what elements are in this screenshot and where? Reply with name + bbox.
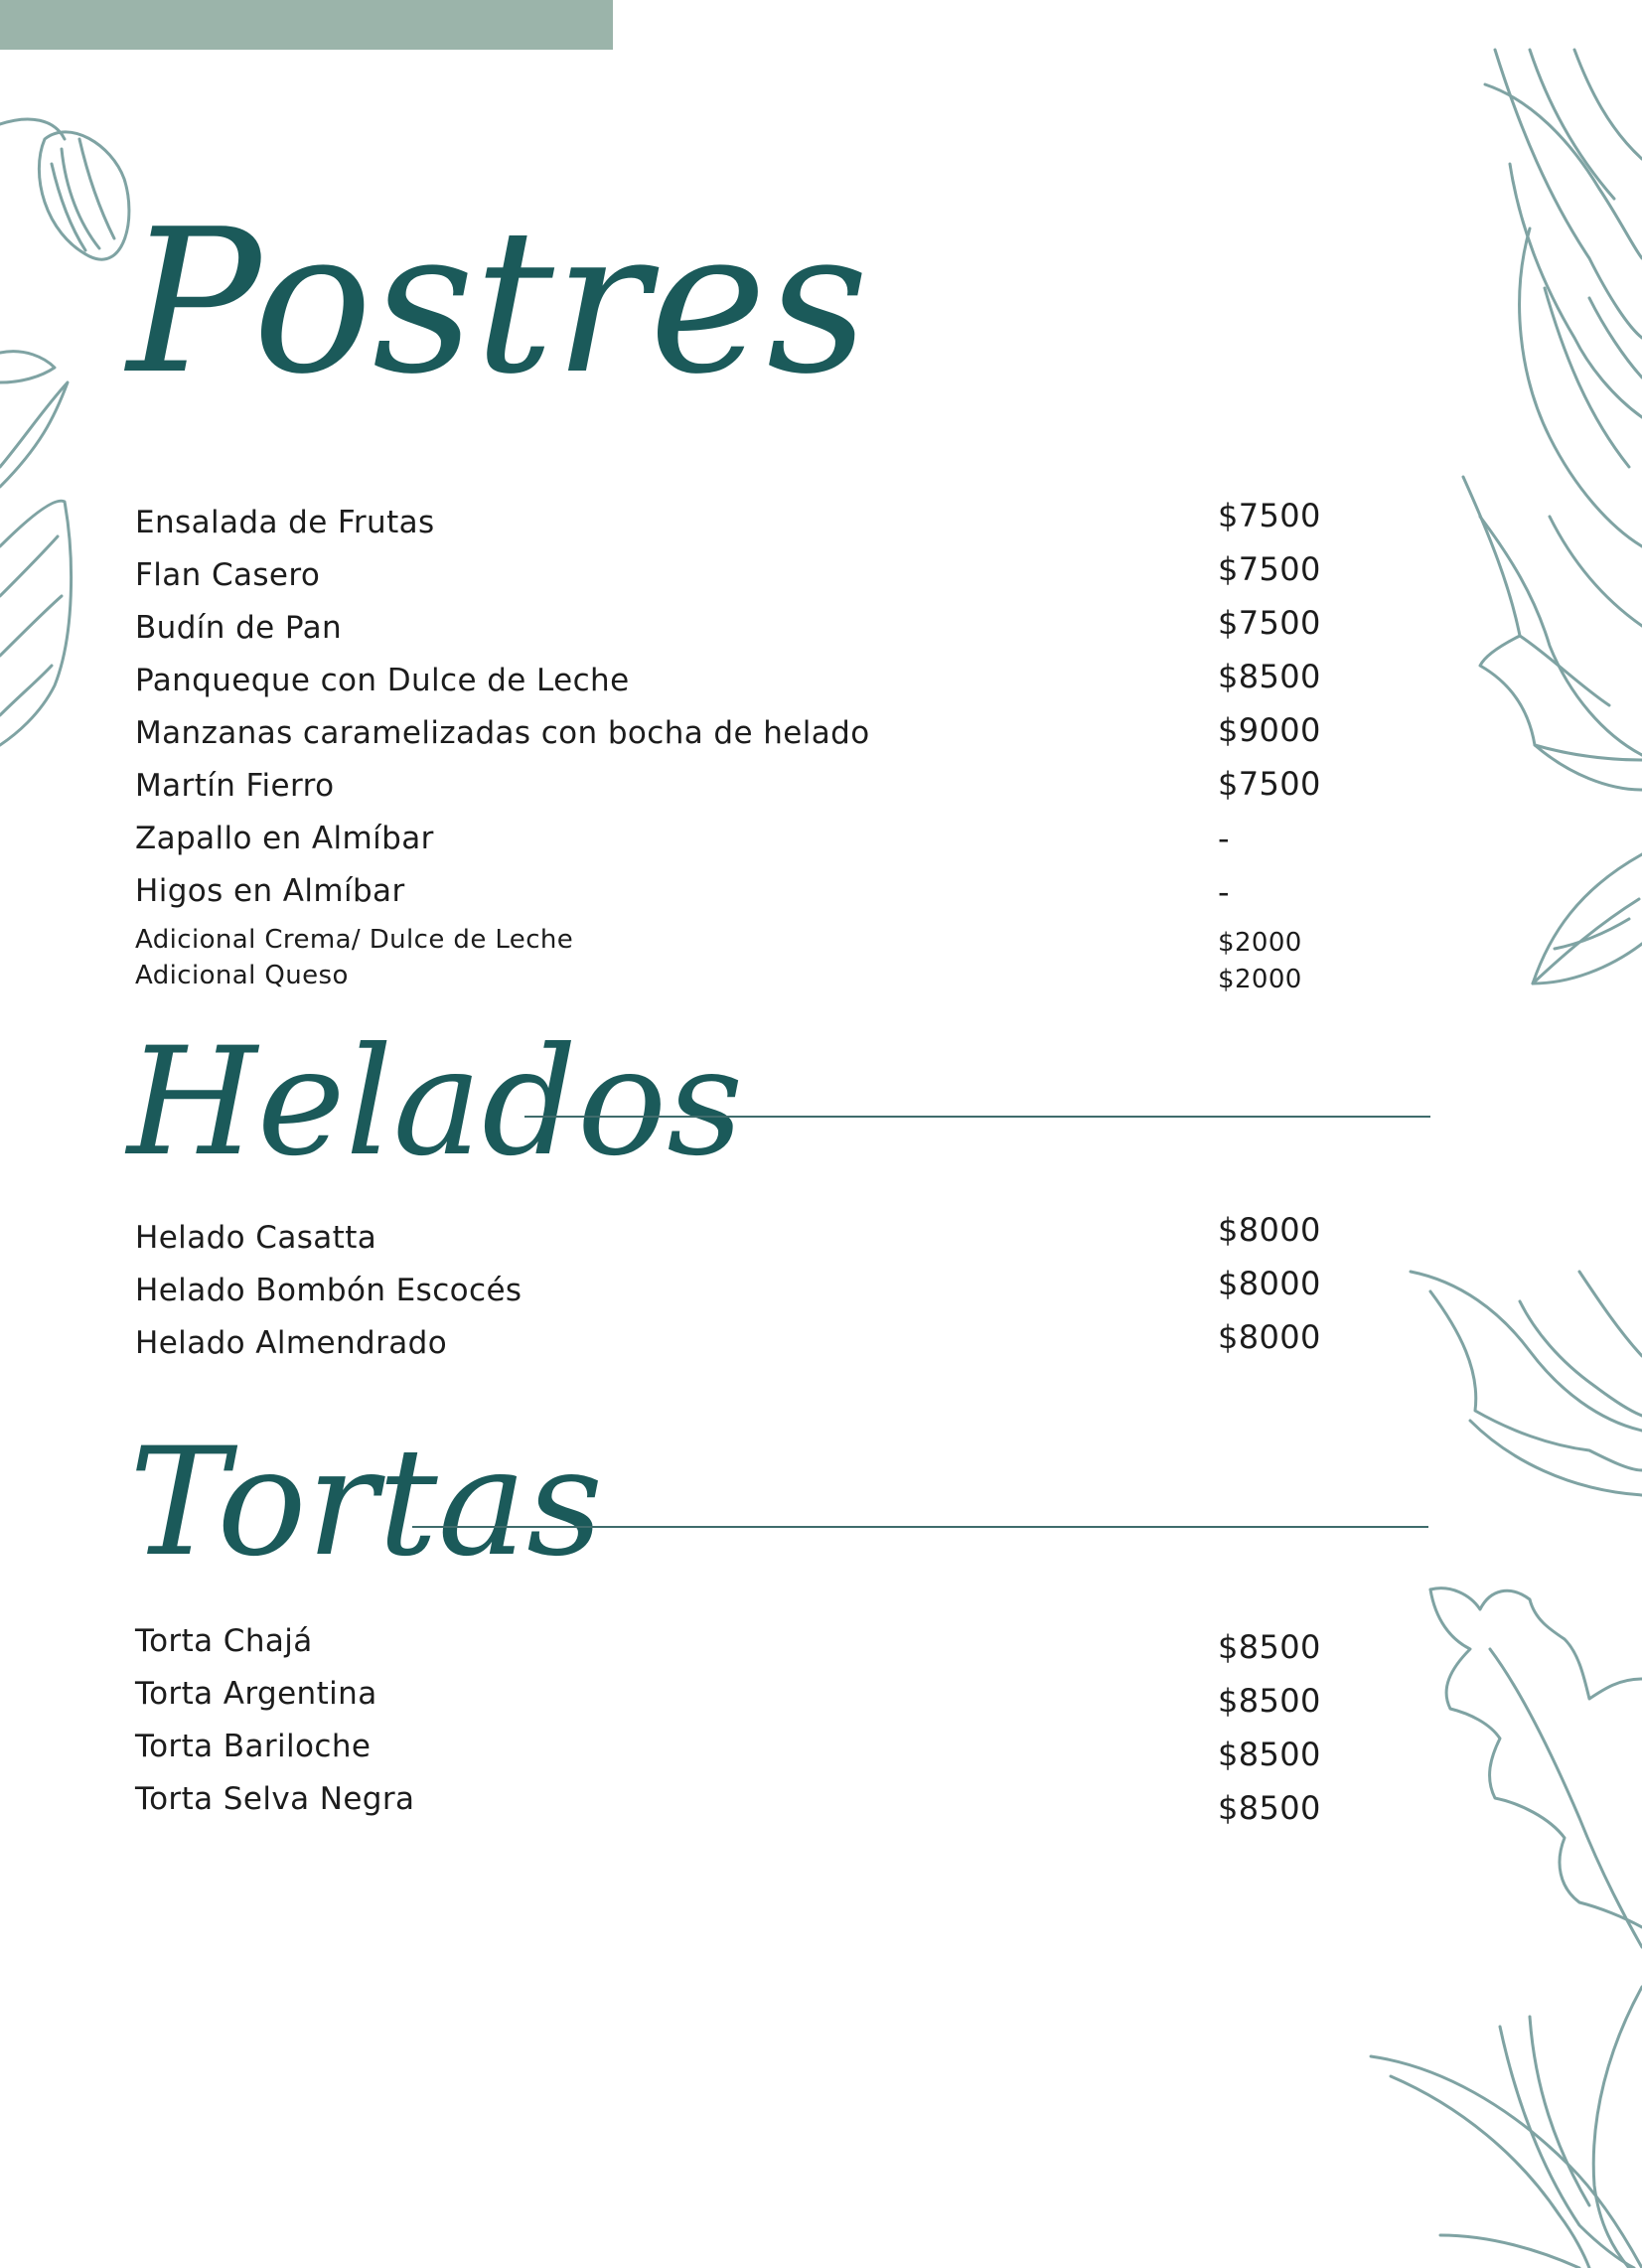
menu-item-name: Helado Almendrado	[135, 1325, 448, 1361]
seed-pod-icon	[0, 119, 129, 259]
bottom-right-leaves-icon	[1371, 1987, 1642, 2268]
menu-extra-name: Adicional Queso	[135, 961, 349, 990]
right-leaves-top-icon	[1485, 50, 1642, 546]
menu-item-price: $7500	[1218, 497, 1321, 534]
menu-item-price: $8000	[1218, 1318, 1321, 1356]
menu-item-name: Helado Casatta	[135, 1220, 377, 1256]
menu-item-name: Manzanas caramelizadas con bocha de helado	[135, 715, 870, 751]
menu-item-price: $8500	[1218, 1736, 1321, 1773]
top-accent-bar	[0, 0, 613, 50]
menu-item-price: $8500	[1218, 1628, 1321, 1666]
right-feather-leaf-icon	[1411, 1272, 1642, 1495]
menu-item-name: Martín Fierro	[135, 768, 335, 804]
section-divider-tortas	[412, 1526, 1428, 1528]
menu-item-price: $8500	[1218, 1789, 1321, 1827]
menu-item-name: Budín de Pan	[135, 610, 343, 646]
menu-item-price: $8500	[1218, 1682, 1321, 1720]
menu-extra-name: Adicional Crema/ Dulce de Leche	[135, 925, 574, 955]
menu-item-name: Panqueque con Dulce de Leche	[135, 663, 630, 698]
section-divider-helados	[524, 1116, 1430, 1118]
menu-item-price: $8000	[1218, 1265, 1321, 1302]
menu-item-name: Torta Selva Negra	[135, 1781, 415, 1817]
left-leaves-icon	[0, 352, 72, 745]
menu-item-price: $9000	[1218, 711, 1321, 749]
menu-item-name: Torta Chajá	[135, 1623, 313, 1659]
right-oak-leaf-icon	[1430, 1588, 1642, 1947]
menu-item-name: Torta Bariloche	[135, 1729, 372, 1764]
menu-extra-price: $2000	[1218, 928, 1302, 958]
menu-item-name: Zapallo en Almíbar	[135, 821, 434, 856]
menu-item-price: $7500	[1218, 765, 1321, 803]
menu-item-price: -	[1218, 873, 1230, 911]
menu-item-price: $7500	[1218, 550, 1321, 588]
menu-item-price: $7500	[1218, 604, 1321, 642]
menu-item-name: Flan Casero	[135, 557, 321, 593]
section-title-tortas: Tortas	[129, 1417, 604, 1589]
menu-extra-price: $2000	[1218, 965, 1302, 994]
menu-item-price: $8000	[1218, 1211, 1321, 1249]
right-leaves-middle-icon	[1463, 477, 1642, 790]
menu-item-name: Higos en Almíbar	[135, 873, 405, 909]
menu-item-name: Helado Bombón Escocés	[135, 1273, 522, 1308]
section-title-helados: Helados	[127, 1016, 744, 1189]
menu-item-name: Torta Argentina	[135, 1676, 377, 1712]
menu-item-price: -	[1218, 820, 1230, 857]
right-small-leaf-icon	[1533, 854, 1642, 983]
menu-item-name: Ensalada de Frutas	[135, 505, 435, 540]
section-title-postres: Postres	[127, 187, 869, 418]
menu-item-price: $8500	[1218, 658, 1321, 695]
